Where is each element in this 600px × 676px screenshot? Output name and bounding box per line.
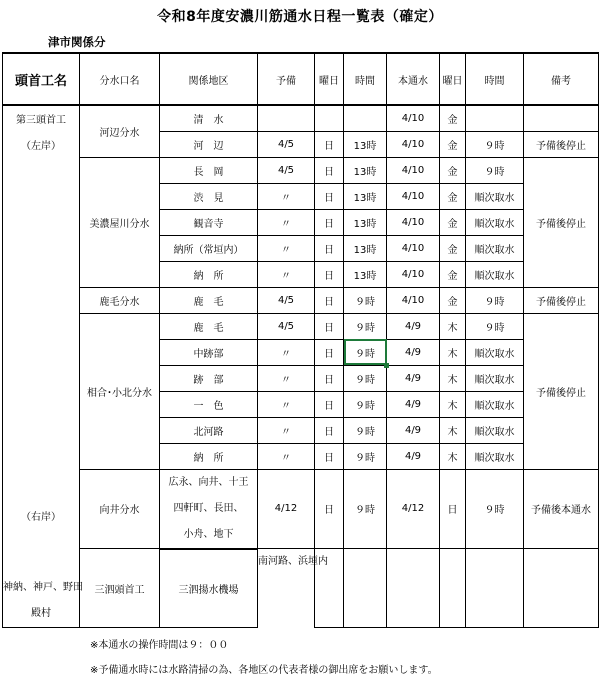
pre-day-cell: 日 [315, 287, 344, 313]
schedule-table [2, 52, 599, 628]
pre-day-cell: 日 [315, 391, 344, 417]
district-cell: 跡 部 [160, 365, 258, 391]
district-cell: 一 色 [160, 391, 258, 417]
pre-date-cell: 〃 [258, 183, 315, 209]
main-time-cell [466, 105, 524, 131]
main-time-cell: 順次取水 [466, 261, 524, 287]
pre-date-cell: 〃 [258, 261, 315, 287]
pre-date-cell [258, 105, 315, 131]
header-remarks: 備考 [524, 53, 599, 105]
pre-day-cell: 日 [315, 157, 344, 183]
main-time-cell: 順次取水 [466, 391, 524, 417]
pre-day-cell [344, 549, 387, 628]
district-cell: 清 水 [160, 105, 258, 131]
main-time-cell: 順次取水 [466, 339, 524, 365]
pre-date-cell: 4/5 [258, 313, 315, 339]
remarks-cell [524, 105, 599, 131]
pre-day-cell [315, 105, 344, 131]
pre-time-cell: 13時 [344, 261, 387, 287]
district-cell: 南河路、浜垣内 [258, 549, 315, 576]
main-time-cell: ９時 [466, 287, 524, 313]
pre-time-cell: ９時 [344, 443, 387, 469]
district-cell: 四軒町、長田、 [160, 496, 258, 522]
pre-date-cell: 4/5 [258, 157, 315, 183]
pre-time-cell: 13時 [344, 157, 387, 183]
headworks-sanshi: 三泗頭首工 [80, 549, 160, 628]
remarks-cell: 予備後停止 [524, 313, 599, 469]
outlet-minoya: 美濃屋川分水 [80, 157, 160, 287]
headworks-spacer [3, 157, 80, 575]
district-cell: 北河路 [160, 417, 258, 443]
main-date-cell: 4/9 [387, 313, 440, 339]
remarks-cell: 予備後停止 [524, 287, 599, 313]
pre-date-cell: 〃 [258, 339, 315, 365]
outlet-kawabe: 河辺分水 [80, 105, 160, 157]
pre-day-cell: 日 [315, 235, 344, 261]
table-row [3, 549, 599, 576]
header-headworks: 頭首工名 [3, 53, 80, 105]
district-cell: 殿村 [3, 601, 80, 628]
outlet-sanshi: 三泗揚水機場 [160, 549, 258, 628]
district-cell: 鹿 毛 [160, 313, 258, 339]
pre-day-cell: 日 [315, 417, 344, 443]
note-operation-time: ※本通水の操作時間は９：００ [90, 640, 229, 651]
header-main: 本通水 [387, 53, 440, 105]
main-time-cell: 順次取水 [466, 417, 524, 443]
table-row [3, 287, 599, 313]
pre-time-cell: 13時 [344, 235, 387, 261]
main-day-cell: 木 [440, 313, 466, 339]
pre-time-cell: 13時 [344, 131, 387, 157]
pre-time-cell: ９時 [344, 391, 387, 417]
remarks-cell: 予備後停止 [524, 131, 599, 157]
main-day-cell: 木 [440, 443, 466, 469]
main-date-cell: 4/10 [387, 209, 440, 235]
note-attendance: ※予備通水時には水路清掃の為、各地区の代表者様の御出席をお願いします。 [90, 665, 438, 676]
pre-date-cell: 4/12 [258, 469, 315, 549]
main-day-cell: 金 [440, 235, 466, 261]
pre-date-cell: 〃 [258, 417, 315, 443]
header-main-time: 時間 [466, 53, 524, 105]
pre-time-cell: ９時 [344, 313, 387, 339]
main-date-cell: 4/10 [387, 261, 440, 287]
main-day-cell: 木 [440, 391, 466, 417]
pre-day-cell: 日 [315, 365, 344, 391]
district-cell: 納 所 [160, 261, 258, 287]
district-cell: 中跡部 [160, 339, 258, 365]
main-day-cell: 金 [440, 261, 466, 287]
remarks-cell: 予備後停止 [524, 157, 599, 287]
pre-day-cell: 日 [315, 131, 344, 157]
pre-time-cell: ９時 [344, 469, 387, 549]
outlet-mukai: 向井分水 [80, 469, 160, 549]
page-title: 令和8年度安濃川筋通水日程一覧表（確定） [157, 9, 443, 25]
district-cell: 小舟、地下 [160, 522, 258, 549]
pre-date-cell: 〃 [258, 235, 315, 261]
pre-date-cell: 〃 [258, 443, 315, 469]
remarks-cell: 予備後本通水 [524, 469, 599, 549]
main-time-cell: 順次取水 [466, 365, 524, 391]
page-subtitle: 津市関係分 [48, 35, 106, 49]
district-cell: 広永、向井、十王 [160, 469, 258, 496]
outlet-kage: 鹿毛分水 [80, 287, 160, 313]
pre-date-cell: 〃 [258, 391, 315, 417]
main-date-cell: 4/9 [387, 391, 440, 417]
main-day-cell: 金 [440, 157, 466, 183]
main-day-cell: 金 [440, 105, 466, 131]
main-day-cell: 木 [440, 365, 466, 391]
main-date-cell: 4/10 [387, 287, 440, 313]
main-time-cell: 順次取水 [466, 235, 524, 261]
district-cell: 鹿 毛 [160, 287, 258, 313]
main-date-cell: 4/9 [387, 443, 440, 469]
main-date-cell: 4/10 [387, 183, 440, 209]
pre-date-cell: 4/5 [258, 131, 315, 157]
header-pre-day: 曜日 [315, 53, 344, 105]
main-time-cell: 順次取水 [466, 209, 524, 235]
pre-date-cell: 〃 [258, 209, 315, 235]
header-pre-time: 時間 [344, 53, 387, 105]
pre-time-cell: 13時 [344, 183, 387, 209]
header-pre: 予備 [258, 53, 315, 105]
district-cell: 渋 見 [160, 183, 258, 209]
table-row [3, 469, 599, 496]
pre-day-cell: 日 [315, 339, 344, 365]
main-time-cell: ９時 [466, 313, 524, 339]
main-date-cell: 4/9 [387, 417, 440, 443]
main-day-cell: 木 [440, 339, 466, 365]
pre-time-cell: ９時 [344, 287, 387, 313]
main-date-cell: 4/10 [387, 131, 440, 157]
main-date-cell: 4/12 [387, 469, 440, 549]
header-district: 関係地区 [160, 53, 258, 105]
header-outlet: 分水口名 [80, 53, 160, 105]
main-day-cell: 金 [440, 287, 466, 313]
outlet-aikai: 相合･小北分水 [80, 313, 160, 469]
main-time-cell: ９時 [466, 131, 524, 157]
main-day-cell: 金 [440, 131, 466, 157]
main-time-cell [524, 549, 599, 628]
main-date-cell: 4/10 [387, 157, 440, 183]
pre-date-cell: 〃 [258, 365, 315, 391]
main-time-cell: ９時 [466, 469, 524, 549]
pre-day-cell: 日 [315, 469, 344, 549]
header-main-day: 曜日 [440, 53, 466, 105]
district-cell: 河 辺 [160, 131, 258, 157]
district-cell: 観音寺 [160, 209, 258, 235]
pre-day-cell: 日 [315, 261, 344, 287]
pre-time-cell: ９時 [344, 417, 387, 443]
main-day-cell [466, 549, 524, 628]
table-row [3, 157, 599, 183]
table-row [3, 105, 599, 131]
main-date-cell: 4/10 [387, 105, 440, 131]
pre-time-cell [344, 105, 387, 131]
main-day-cell: 木 [440, 417, 466, 443]
main-date-cell: 4/10 [387, 235, 440, 261]
table-row [3, 313, 599, 339]
selected-cell[interactable]: ９時 [344, 339, 387, 365]
pre-time-cell: 13時 [344, 209, 387, 235]
district-cell: 納所（常垣内） [160, 235, 258, 261]
main-day-cell: 金 [440, 183, 466, 209]
district-cell: 納 所 [160, 443, 258, 469]
header-row [3, 53, 599, 105]
main-day-cell: 金 [440, 209, 466, 235]
pre-day-cell: 日 [315, 443, 344, 469]
main-date-cell [440, 549, 466, 628]
headworks-bank-right: （右岸） [21, 512, 61, 523]
pre-day-cell: 日 [315, 313, 344, 339]
main-time-cell: 順次取水 [466, 183, 524, 209]
headworks-cell: 第三頭首工 [3, 105, 80, 131]
main-date-cell: 4/9 [387, 339, 440, 365]
main-time-cell: 順次取水 [466, 443, 524, 469]
main-date-cell: 4/9 [387, 365, 440, 391]
district-cell: 長 岡 [160, 157, 258, 183]
headworks-bank-cell: （左岸） [3, 131, 80, 157]
main-day-cell: 日 [440, 469, 466, 549]
pre-day-cell: 日 [315, 183, 344, 209]
pre-time-cell [387, 549, 440, 628]
district-cell: 神納、神戸、野田 [3, 575, 80, 601]
pre-date-cell: 4/5 [258, 287, 315, 313]
pre-time-cell: ９時 [344, 365, 387, 391]
main-time-cell: ９時 [466, 157, 524, 183]
pre-day-cell: 日 [315, 209, 344, 235]
